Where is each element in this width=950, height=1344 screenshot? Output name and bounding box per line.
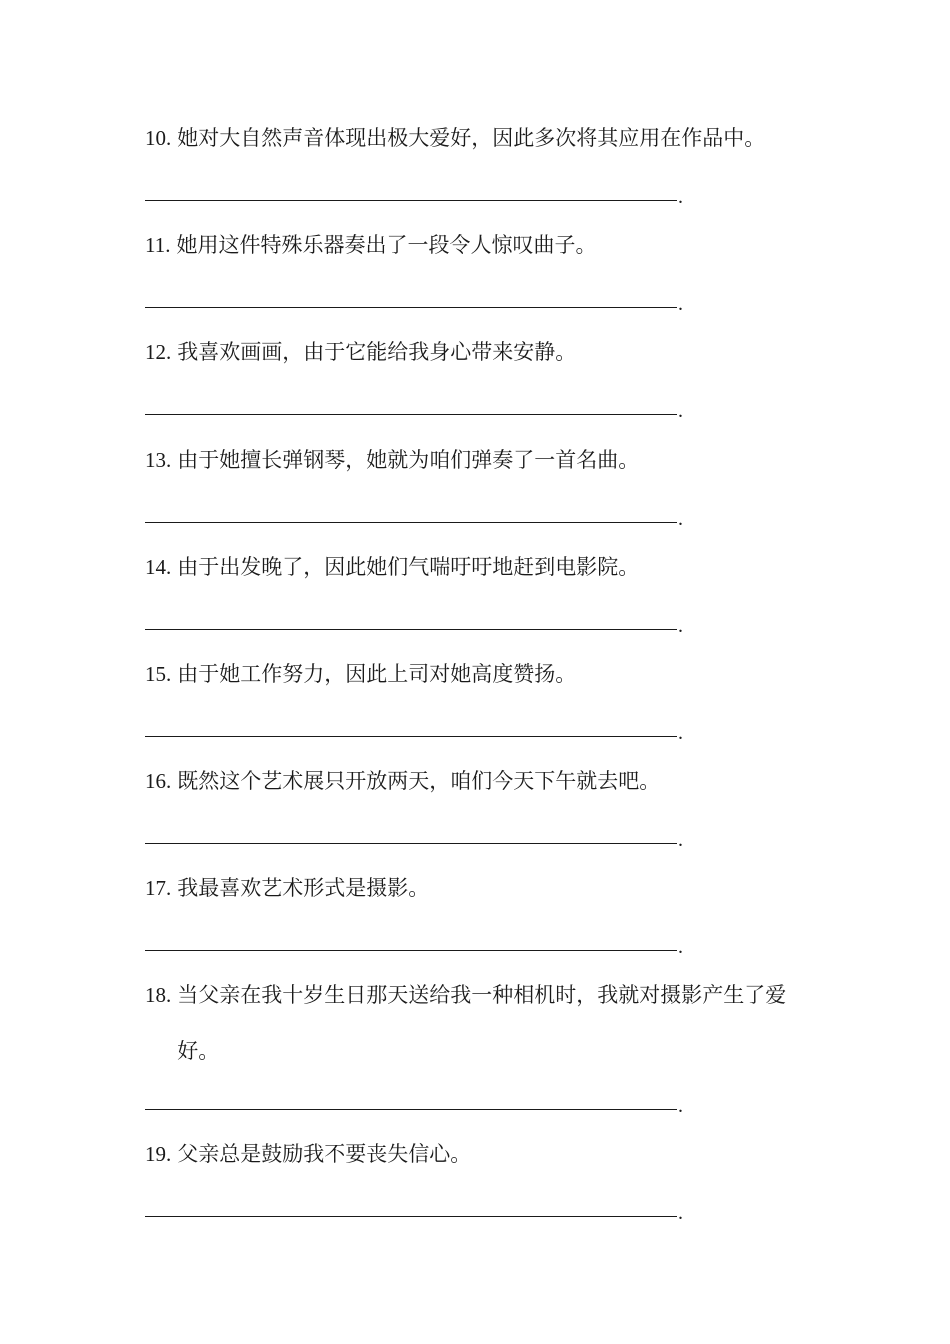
question-text xyxy=(145,432,810,488)
question-text xyxy=(145,217,810,273)
answer-underline xyxy=(145,522,677,523)
question-sentence: 由于她工作努力，因此上司对她高度赞扬。 xyxy=(177,662,577,686)
question-number: 18. xyxy=(145,983,172,1007)
question-number: 19. xyxy=(145,1142,172,1166)
question-sentence: 当父亲在我十岁生日那天送给我一种相机时，我就对摄影产生了爱好。 xyxy=(177,983,787,1063)
answer-underline xyxy=(145,950,677,951)
question-sentence: 我最喜欢艺术形式是摄影。 xyxy=(177,876,430,900)
answer-underline xyxy=(145,736,677,737)
question-number: 16. xyxy=(145,769,172,793)
question-item xyxy=(145,1126,810,1182)
answer-period: . xyxy=(678,615,683,637)
answer-blank[interactable] xyxy=(145,612,810,637)
question-text xyxy=(145,646,810,702)
question-text xyxy=(145,1126,810,1182)
question-text xyxy=(145,860,810,916)
answer-blank[interactable] xyxy=(145,826,810,851)
question-number: 17. xyxy=(145,876,172,900)
question-sentence: 我喜欢画画，由于它能给我身心带来安静。 xyxy=(177,340,577,364)
question-item xyxy=(145,324,810,380)
question-item xyxy=(145,432,810,488)
answer-period: . xyxy=(678,508,683,530)
question-text xyxy=(145,753,810,809)
question-item xyxy=(145,539,810,595)
question-sentence: 由于她擅长弹钢琴，她就为咱们弹奏了一首名曲。 xyxy=(177,448,640,472)
question-item xyxy=(145,110,810,166)
question-text xyxy=(145,539,810,595)
answer-underline xyxy=(145,1216,677,1217)
question-sentence: 父亲总是鼓励我不要丧失信心。 xyxy=(177,1142,472,1166)
question-sentence: 她对大自然声音体现出极大爱好，因此多次将其应用在作品中。 xyxy=(177,126,766,150)
answer-underline xyxy=(145,843,677,844)
answer-period: . xyxy=(678,829,683,851)
answer-underline xyxy=(145,629,677,630)
answer-period: . xyxy=(678,1095,683,1117)
answer-underline xyxy=(145,200,677,201)
question-text xyxy=(145,110,810,166)
question-item xyxy=(145,753,810,809)
question-item xyxy=(145,967,810,1079)
question-number: 14. xyxy=(145,555,172,579)
answer-blank[interactable] xyxy=(145,1092,810,1117)
question-sentence: 她用这件特殊乐器奏出了一段令人惊叹曲子。 xyxy=(176,233,597,257)
answer-period: . xyxy=(678,936,683,958)
question-number: 12. xyxy=(145,340,172,364)
answer-period: . xyxy=(678,293,683,315)
answer-blank[interactable] xyxy=(145,397,810,422)
question-number: 13. xyxy=(145,448,172,472)
answer-underline xyxy=(145,307,677,308)
question-sentence: 由于出发晚了，因此她们气喘吁吁地赶到电影院。 xyxy=(177,555,640,579)
answer-blank[interactable] xyxy=(145,1199,810,1224)
answer-period: . xyxy=(678,722,683,744)
question-item xyxy=(145,217,810,273)
answer-blank[interactable] xyxy=(145,933,810,958)
answer-underline xyxy=(145,1109,677,1110)
question-item xyxy=(145,646,810,702)
question-sentence: 既然这个艺术展只开放两天，咱们今天下午就去吧。 xyxy=(177,769,661,793)
answer-period: . xyxy=(678,186,683,208)
answer-blank[interactable] xyxy=(145,719,810,744)
answer-blank[interactable] xyxy=(145,183,810,208)
answer-underline xyxy=(145,414,677,415)
answer-blank[interactable] xyxy=(145,290,810,315)
answer-period: . xyxy=(678,400,683,422)
question-text xyxy=(145,324,810,380)
question-item xyxy=(145,860,810,916)
answer-blank[interactable] xyxy=(145,505,810,530)
question-number: 10. xyxy=(145,126,172,150)
question-number: 15. xyxy=(145,662,172,686)
question-text xyxy=(145,967,810,1079)
question-number: 11. xyxy=(145,233,171,257)
answer-period: . xyxy=(678,1202,683,1224)
